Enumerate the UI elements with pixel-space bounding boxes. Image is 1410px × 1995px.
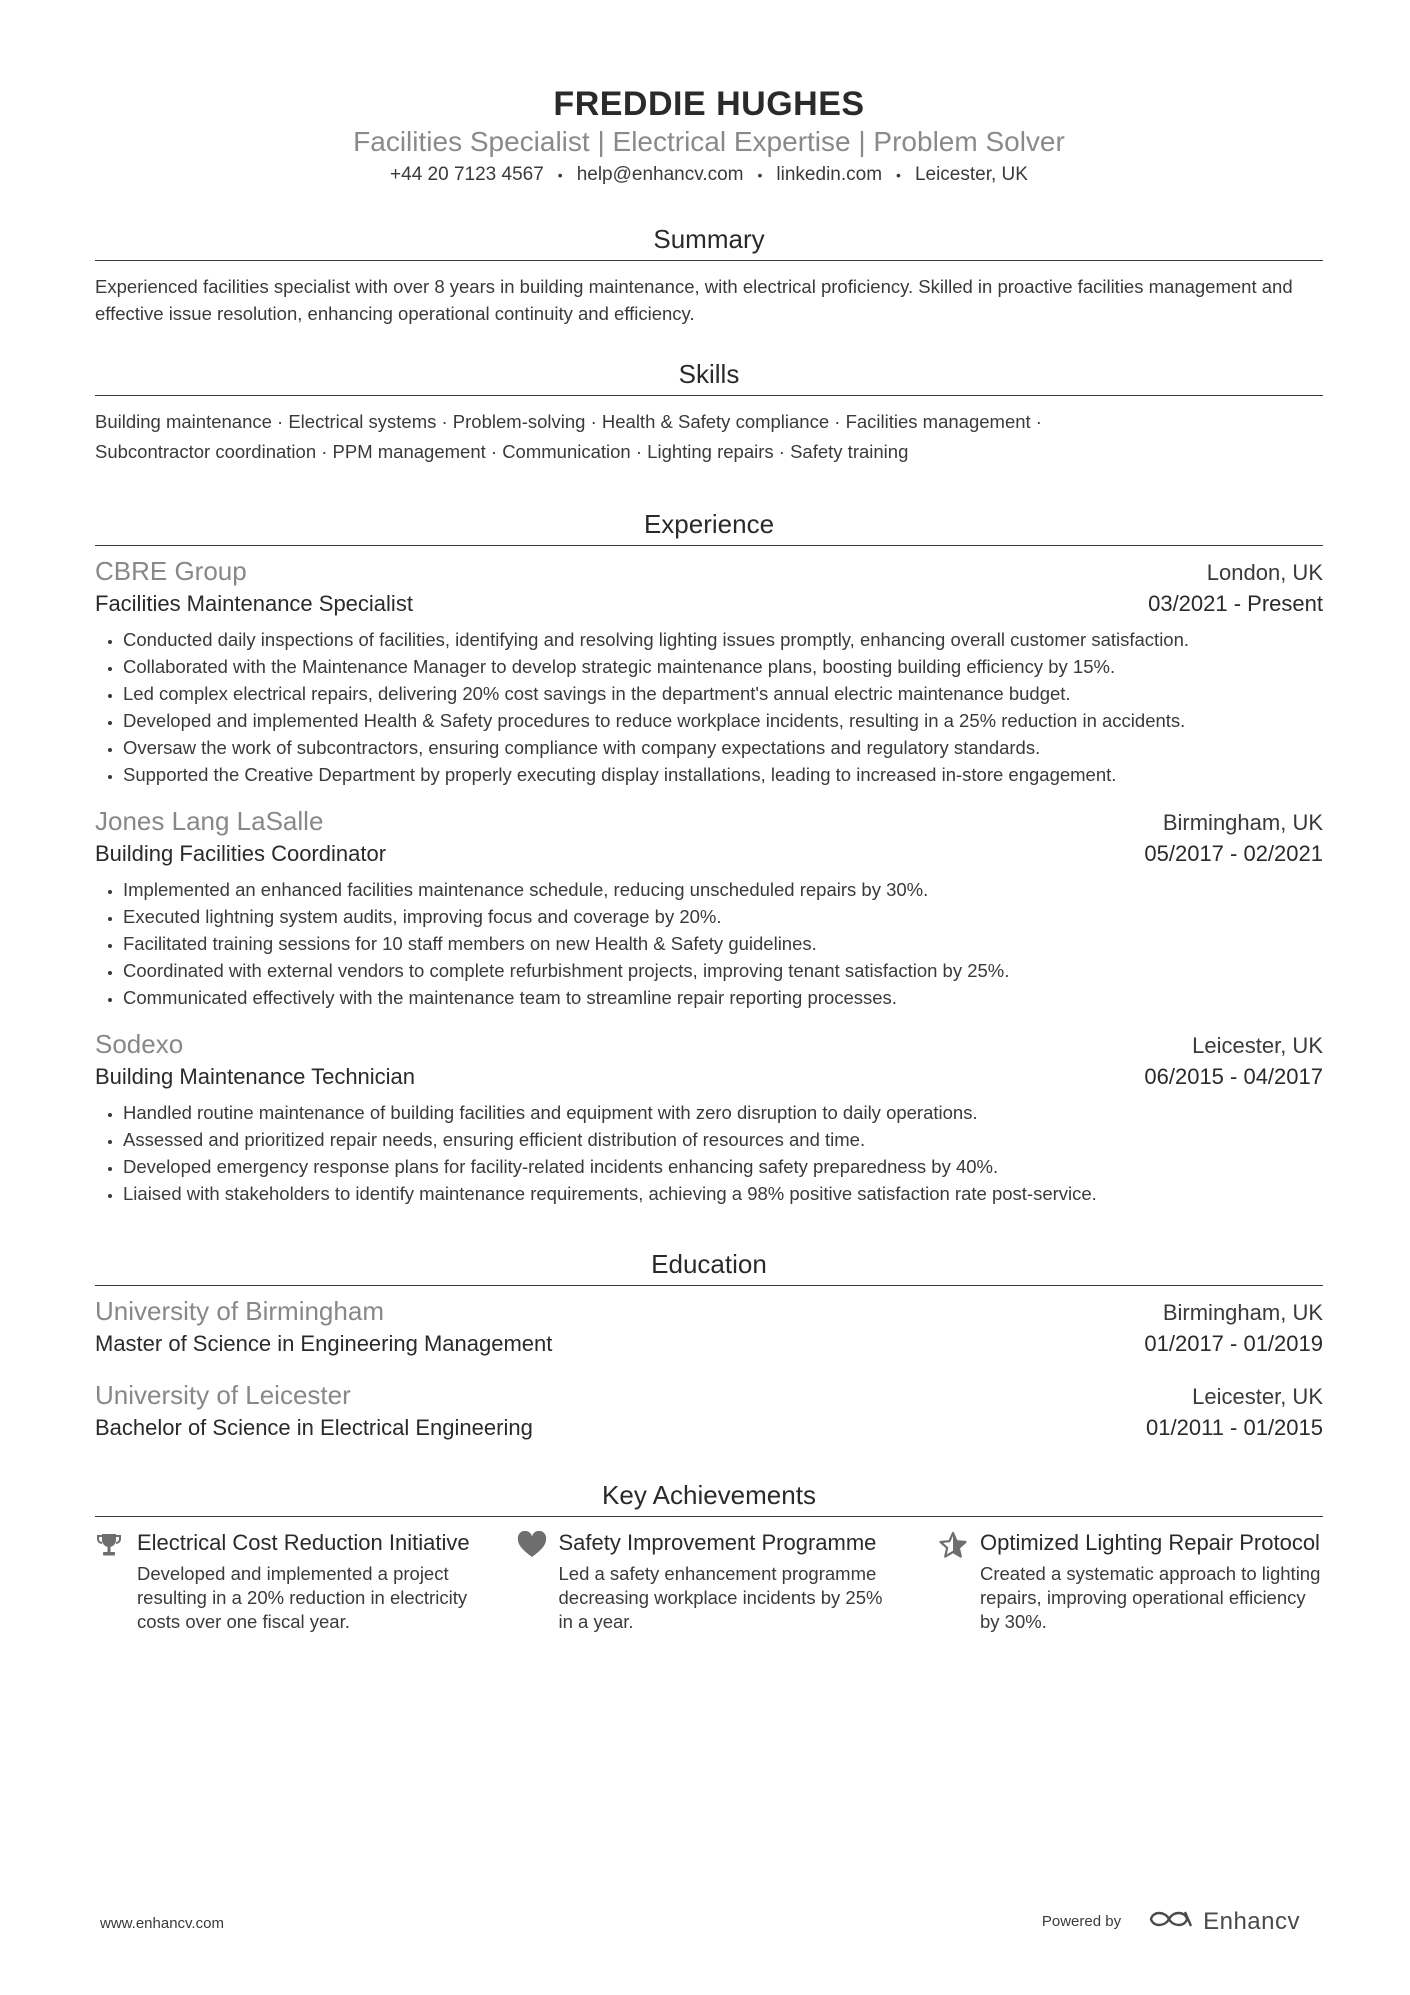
job-dates: 05/2017 - 02/2021 [1144,841,1323,867]
section-title-achievements: Key Achievements [95,1478,1323,1517]
bullet-item: • Implemented an enhanced facilities maintenance schedule, reducing unscheduled repairs by 30%. [123,876,1323,903]
achievement-description: Led a safety enhancement programme decreasing workplace incidents by 25% in a year. [558,1563,883,1633]
company-name: CBRE Group [95,556,247,587]
achievement-title: Electrical Cost Reduction Initiative [137,1530,470,1556]
bullet-item: • Collaborated with the Maintenance Manager to develop strategic maintenance plans, boosting building efficiency by 15%. [123,653,1323,680]
bullet-item: • Conducted daily inspections of facilities, identifying and resolving lighting issues promptly, enhancing overall customer satisfaction. [123,626,1323,653]
skills-line: Building maintenance · Electrical systems · Problem-solving · Health & Safety compliance · Facilities management · [95,411,1042,433]
achievement-item [938,1529,1323,1634]
achievement-title: Safety Improvement Programme [558,1530,877,1556]
contact-line [95,162,1323,188]
job-title: Building Facilities Coordinator [95,841,387,867]
section-title-education: Education [95,1247,1323,1286]
degree-name: Bachelor of Science in Electrical Engineering [95,1415,533,1441]
footer-website[interactable]: www.enhancv.com [100,1915,224,1932]
footer-branding [1042,1907,1300,1936]
experience-entry [95,804,1323,1011]
bullet-separator: • [757,167,763,183]
skills-list [95,408,1323,465]
bullet-item: • Developed emergency response plans for facility-related incidents enhancing safety preparedness by 40%. [123,1153,1323,1180]
company-name: Sodexo [95,1029,184,1060]
candidate-name: FREDDIE HUGHES [553,85,865,123]
job-location: Birmingham, UK [1162,810,1323,836]
school-location: Birmingham, UK [1162,1300,1323,1326]
summary-section [95,222,1323,327]
location-text: Leicester, UK [914,164,1028,186]
achievement-description: Created a systematic approach to lighting repairs, improving operational efficiency by 30%. [980,1563,1321,1633]
star-icon [938,1529,980,1634]
company-name: Jones Lang LaSalle [95,806,324,837]
job-location: Leicester, UK [1192,1033,1323,1059]
education-dates: 01/2017 - 01/2019 [1144,1331,1323,1357]
experience-entry [95,554,1323,788]
resume-page [95,0,1323,1995]
experience-section [95,507,1323,1207]
candidate-headline: Facilities Specialist | Electrical Expertise | Problem Solver [353,126,1065,157]
section-title-skills: Skills [95,357,1323,396]
email-link[interactable]: help@enhancv.com [576,164,744,186]
school-location: Leicester, UK [1192,1384,1323,1410]
powered-by-label: Powered by [1041,1913,1122,1930]
education-entry [95,1378,1323,1444]
degree-name: Master of Science in Engineering Management [95,1331,553,1357]
job-title: Building Maintenance Technician [95,1064,416,1090]
job-bullets [95,626,1323,788]
trophy-icon [95,1529,137,1634]
bullet-item: • Communicated effectively with the maintenance team to streamline repair reporting processes. [123,984,1323,1011]
bullet-item: • Coordinated with external vendors to complete refurbishment projects, improving tenant satisfaction by 25%. [123,957,1323,984]
enhancv-logo-icon [1147,1907,1195,1936]
job-bullets [95,1099,1323,1207]
bullet-item: • Assessed and prioritized repair needs, ensuring efficient distribution of resources and time. [123,1126,1323,1153]
job-dates: 06/2015 - 04/2017 [1144,1064,1323,1090]
bullet-item: • Executed lightning system audits, improving focus and coverage by 20%. [123,903,1323,930]
bullet-separator: • [557,167,563,183]
education-section [95,1247,1323,1444]
school-name: University of Birmingham [95,1296,384,1327]
skills-line: Subcontractor coordination · PPM management · Communication · Lighting repairs · Safety training [95,441,909,463]
job-title: Facilities Maintenance Specialist [95,591,413,617]
achievements-grid [95,1529,1323,1634]
linkedin-link[interactable]: linkedin.com [776,164,883,186]
bullet-item: • Supported the Creative Department by properly executing display installations, leading to increased in-store engagement. [123,761,1323,788]
bullet-item: • Oversaw the work of subcontractors, ensuring compliance with company expectations and regulatory standards. [123,734,1323,761]
achievement-description: Developed and implemented a project resulting in a 20% reduction in electricity costs over one fiscal year. [137,1563,468,1633]
summary-text: Experienced facilities specialist with over 8 years in building maintenance, with electrical proficiency. Skilled in proactive facilities management and effective issue resolution, enhancing operational continuity and efficiency. [95,276,1293,325]
education-dates: 01/2011 - 01/2015 [1146,1415,1323,1441]
experience-entry [95,1027,1323,1207]
achievement-title: Optimized Lighting Repair Protocol [980,1530,1320,1556]
bullet-item: • Led complex electrical repairs, delivering 20% cost savings in the department's annual electric maintenance budget. [123,680,1323,707]
bullet-item: • Liaised with stakeholders to identify maintenance requirements, achieving a 98% positive satisfaction rate post-service. [123,1180,1323,1207]
skills-section [95,357,1323,465]
bullet-item: • Facilitated training sessions for 10 staff members on new Health & Safety guidelines. [123,930,1323,957]
bullet-item: • Developed and implemented Health & Safety procedures to reduce workplace incidents, resulting in a 25% reduction in accidents. [123,707,1323,734]
job-bullets [95,876,1323,1011]
education-entry [95,1294,1323,1360]
resume-header [95,0,1323,188]
heart-icon [517,1529,559,1634]
job-dates: 03/2021 - Present [1148,591,1323,617]
achievements-section [95,1478,1323,1634]
brand-name: Enhancv [1203,1907,1300,1935]
job-location: London, UK [1206,560,1323,586]
section-title-summary: Summary [95,222,1323,261]
bullet-item: • Handled routine maintenance of building facilities and equipment with zero disruption to daily operations. [123,1099,1323,1126]
bullet-separator: • [896,167,901,183]
section-title-experience: Experience [95,507,1323,546]
school-name: University of Leicester [95,1380,351,1411]
phone-number: +44 20 7123 4567 [390,164,544,186]
achievement-item [517,1529,902,1634]
achievement-item [95,1529,480,1634]
